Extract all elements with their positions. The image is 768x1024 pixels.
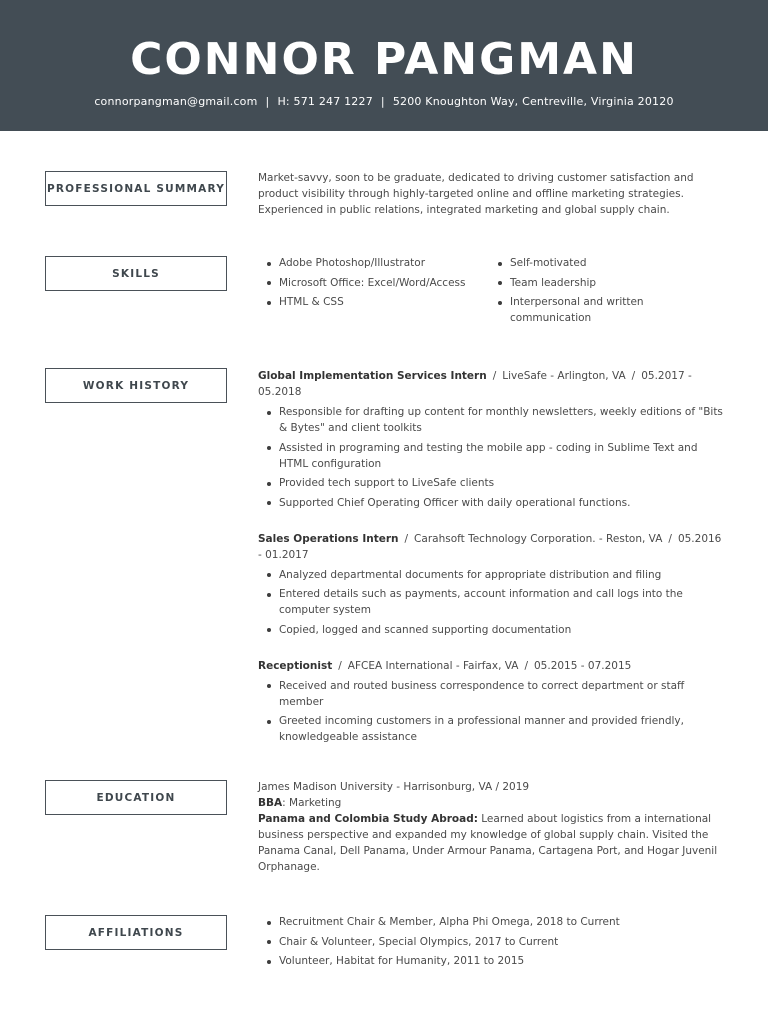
job-duty: Assisted in programing and testing the mobile app - coding in Sublime Text and HTML configuration xyxy=(258,440,726,472)
degree-major: : Marketing xyxy=(282,797,342,809)
candidate-name: CONNOR PANGMAN xyxy=(130,34,638,85)
contact-separator: | xyxy=(380,95,385,108)
job-duty: Responsible for drafting up content for monthly newsletters, weekly editions of "Bits & Bytes" and client toolkits xyxy=(258,404,726,436)
education-label: EDUCATION xyxy=(45,780,227,815)
job-heading: Receptionist / AFCEA International - Fairfax, VA / 05.2015 - 07.2015 xyxy=(258,659,632,672)
skill-item: Interpersonal and written communication xyxy=(489,294,726,326)
skills-list xyxy=(258,255,726,330)
job-dates: 05.2016 - 01.2017 xyxy=(258,532,722,561)
job-duties xyxy=(258,567,726,638)
skills-label: SKILLS xyxy=(45,256,227,291)
job-title: Sales Operations Intern xyxy=(258,532,399,545)
job-title: Receptionist xyxy=(258,659,333,672)
job-duty: Provided tech support to LiveSafe clients xyxy=(258,475,726,491)
email-address: connorpangman@gmail.com xyxy=(94,95,258,108)
job-heading: Global Implementation Services Intern / LiveSafe - Arlington, VA / 05.2017 - 05.2018 xyxy=(258,370,692,398)
skills-column-2 xyxy=(489,255,726,330)
job-duty: Supported Chief Operating Officer with daily operational functions. xyxy=(258,495,726,511)
affiliation-item: Recruitment Chair & Member, Alpha Phi Omega, 2018 to Current xyxy=(258,914,726,930)
job-dates: 05.2017 - 05.2018 xyxy=(258,370,692,398)
work-history-label: WORK HISTORY xyxy=(45,368,227,403)
job-entry xyxy=(258,368,726,511)
contact-separator: | xyxy=(265,95,270,108)
study-abroad-title: Panama and Colombia Study Abroad: xyxy=(258,813,478,825)
education-details xyxy=(258,779,726,875)
job-duty: Greeted incoming customers in a professional manner and provided friendly, knowledgeable assistance xyxy=(258,713,726,745)
job-entry xyxy=(258,658,726,746)
affiliation-item: Volunteer, Habitat for Humanity, 2011 to 2015 xyxy=(258,953,726,969)
school-line: James Madison University - Harrisonburg, VA / 2019 xyxy=(258,781,530,793)
job-duties xyxy=(258,678,726,746)
skill-item: Self-motivated xyxy=(489,255,726,271)
summary-text: Market-savvy, soon to be graduate, dedicated to driving customer satisfaction and product visibility through highly-targeted online and offline marketing strategies. Experienced in public relations, integrated marketing and global supply chain. xyxy=(258,172,694,216)
study-abroad xyxy=(258,811,726,875)
degree-line xyxy=(258,795,726,811)
phone-number: H: 571 247 1227 xyxy=(277,95,373,108)
job-title: Global Implementation Services Intern xyxy=(258,370,487,382)
contact-line xyxy=(0,95,768,109)
resume-header xyxy=(0,0,768,131)
job-heading: Sales Operations Intern / Carahsoft Technology Corporation. - Reston, VA / 05.2016 - 01.2017 xyxy=(258,532,722,561)
work-history-list xyxy=(258,368,726,765)
job-duty: Entered details such as payments, account information and call logs into the computer system xyxy=(258,586,726,618)
affiliations-label: AFFILIATIONS xyxy=(45,915,227,950)
degree-type: BBA xyxy=(258,797,283,809)
job-duty: Analyzed departmental documents for appropriate distribution and filing xyxy=(258,567,726,583)
job-dates: 05.2015 - 07.2015 xyxy=(534,659,632,672)
skills-column-1 xyxy=(258,255,489,330)
skill-item: Adobe Photoshop/Illustrator xyxy=(258,255,489,271)
job-duty: Copied, logged and scanned supporting documentation xyxy=(258,622,726,638)
skill-item: Microsoft Office: Excel/Word/Access xyxy=(258,275,489,291)
job-duty: Received and routed business correspondence to correct department or staff member xyxy=(258,678,726,710)
study-abroad-text: Learned about logistics from a international business perspective and expanded my knowledge of global supply chain. Visited the Panama Canal, Dell Panama, Under Armour Panama, Cartagena Port, and Hogar Juvenil Orphanage. xyxy=(258,813,718,873)
skill-item: Team leadership xyxy=(489,275,726,291)
skill-item: HTML & CSS xyxy=(258,294,489,310)
affiliation-item: Chair & Volunteer, Special Olympics, 2017 to Current xyxy=(258,934,726,950)
affiliation-items xyxy=(258,914,726,969)
job-duties xyxy=(258,404,726,511)
affiliations-list xyxy=(258,914,726,973)
summary-label: PROFESSIONAL SUMMARY xyxy=(45,171,227,206)
job-org: AFCEA International - Fairfax, VA xyxy=(347,659,519,672)
home-address: 5200 Knoughton Way, Centreville, Virginia 20120 xyxy=(392,95,674,108)
job-org: Carahsoft Technology Corporation. - Reston, VA xyxy=(414,532,663,545)
job-org: LiveSafe - Arlington, VA xyxy=(502,370,626,382)
job-entry xyxy=(258,531,726,638)
